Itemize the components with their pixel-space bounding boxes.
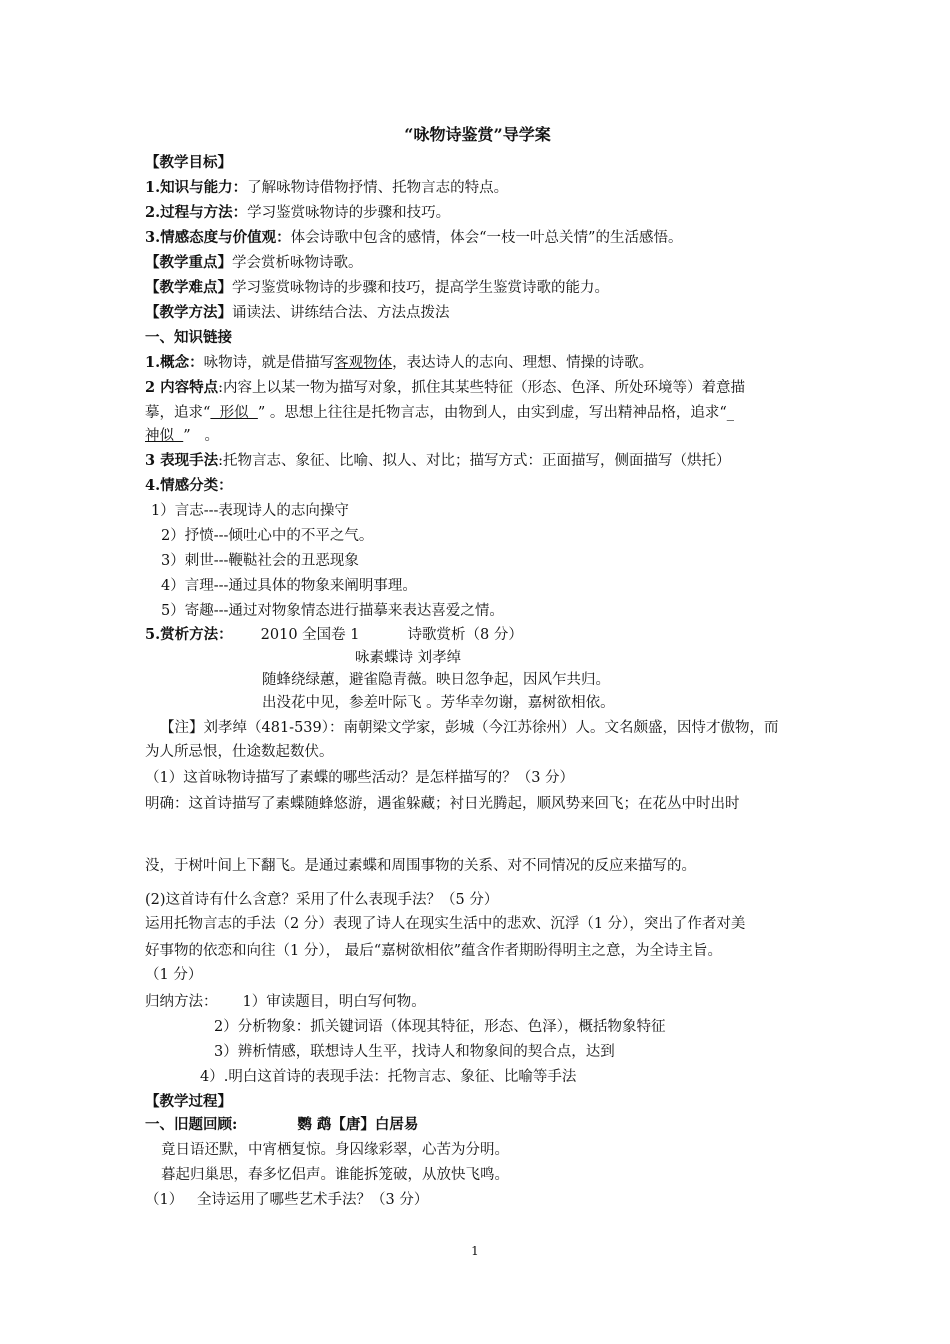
note-line: 为人所忌恨，仕途数起数伏。 — [145, 744, 334, 760]
process-header: 【教学过程】 — [145, 1093, 232, 1110]
answer-line: 好事物的依恋和向往（1 分）， 最后“嘉树欲相依”蕴含作者期盼得明主之意，为全诗主旨。 — [145, 943, 723, 959]
summary-item: 2）分析物象：抓关键词语（体现其特征，形态、色泽），概括物象特征 — [214, 1019, 666, 1035]
goals-header: 【教学目标】 — [145, 154, 232, 171]
content-feature-line: 2 内容特点:内容上以某一物为描写对象，抓住其某些特征（形态、色泽、所处环境等）着意描 — [145, 379, 746, 396]
poem-line: 暮起归巢思，春多忆侣声。谁能拆笼破，从放快飞鸣。 — [161, 1167, 509, 1183]
section-heading: 一、知识链接 — [145, 329, 232, 346]
answer-line: （1 分） — [145, 967, 203, 983]
expression-line: 3 表现手法:托物言志、象征、比喻、拟人、对比；描写方式：正面描写，侧面描写（烘托） — [145, 452, 731, 469]
question-line: （1） 全诗运用了哪些艺术手法？（3 分） — [145, 1192, 429, 1208]
question-line: (2)这首诗有什么含意？采用了什么表现手法？（5 分） — [145, 892, 499, 908]
answer-line: 运用托物言志的手法（2 分）表现了诗人在现实生活中的悲欢、沉浮（1 分），突出了作者对美 — [145, 916, 746, 932]
summary-line: 归纳方法： 1）审读题目，明白写何物。 — [145, 994, 426, 1010]
emotion-item: 1）言志---表现诗人的志向操守 — [151, 503, 349, 519]
page-number: 1 — [471, 1244, 479, 1258]
summary-item: 4）.明白这首诗的表现手法：托物言志、象征、比喻等手法 — [200, 1069, 577, 1085]
teaching-difficulty: 【教学难点】学习鉴赏咏物诗的步骤和技巧，提高学生鉴赏诗歌的能力。 — [145, 279, 609, 296]
emotion-header: 4.情感分类： — [145, 477, 233, 494]
teaching-focus: 【教学重点】学会赏析咏物诗歌。 — [145, 254, 363, 271]
goal-item: 3.情感态度与价值观：体会诗歌中包含的感情，体会“一枝一叶总关情”的生活感悟。 — [145, 229, 683, 246]
poem-title: 咏素蝶诗 刘孝绰 — [355, 650, 462, 666]
poem-line: 出没花中见，参差叶际飞 。芳华幸勿谢，嘉树欲相依。 — [262, 695, 615, 711]
question-line: （1）这首咏物诗描写了素蝶的哪些活动？是怎样描写的？（3 分） — [145, 770, 575, 786]
note-line: 【注】刘孝绰（481-539）：南朝梁文学家，彭城（今江苏徐州）人。文名颇盛，因恃才傲物，而 — [160, 720, 779, 736]
summary-item: 3）辨析情感，联想诗人生平，找诗人和物象间的契合点，达到 — [214, 1044, 615, 1060]
poem-line: 随蜂绕绿蕙，避雀隐青薇。映日忽争起，因风乍共归。 — [262, 672, 610, 688]
emotion-item: 3）刺世---鞭鞑社会的丑恶现象 — [161, 553, 359, 569]
concept-line: 1.概念：咏物诗，就是借描写客观物体，表达诗人的志向、理想、情操的诗歌。 — [145, 354, 654, 371]
page-title: “咏物诗鉴赏”导学案 — [404, 125, 551, 144]
emotion-item: 2）抒愤---倾吐心中的不平之气。 — [161, 528, 374, 544]
goal-item: 1.知识与能力：了解咏物诗借物抒情、托物言志的特点。 — [145, 179, 509, 196]
content-feature-line: 摹，追求“ 形似 ” 。思想上往往是托物言志，由物到人，由实到虚，写出精神品格，追求“_ — [145, 405, 735, 421]
teaching-method: 【教学方法】诵读法、讲练结合法、方法点拨法 — [145, 304, 450, 321]
goal-item: 2.过程与方法：学习鉴赏咏物诗的步骤和技巧。 — [145, 204, 451, 221]
appreciation-line: 5.赏析方法： 2010 全国卷 1 诗歌赏析（8 分） — [145, 626, 523, 643]
review-line: 一、旧题回顾: 鹦 鹉【唐】白居易 — [145, 1116, 419, 1133]
answer-line: 没，于树叶间上下翻飞。是通过素蝶和周围事物的关系、对不同情况的反应来描写的。 — [145, 858, 696, 874]
content-feature-line: 神似 ” 。 — [145, 428, 219, 444]
emotion-item: 5）寄趣---通过对物象情态进行描摹来表达喜爱之情。 — [161, 603, 504, 619]
poem-line: 竟日语还默，中宵栖复惊。身囚缘彩翠，心苦为分明。 — [161, 1142, 509, 1158]
answer-line: 明确：这首诗描写了素蝶随蜂悠游，遇雀躲藏；衬日光腾起，顺风势来回飞；在花丛中时出时 — [145, 796, 740, 812]
emotion-item: 4）言理---通过具体的物象来阐明事理。 — [161, 578, 417, 594]
